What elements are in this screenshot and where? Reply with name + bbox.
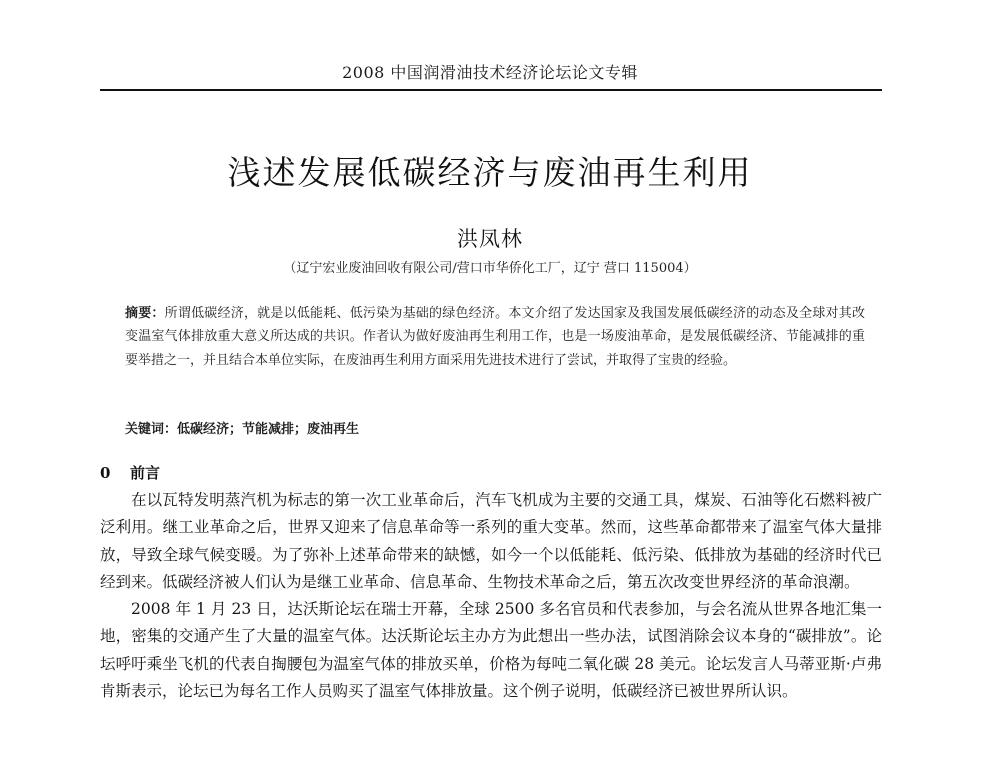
body-paragraph: 2008 年 1 月 23 日，达沃斯论坛在瑞士开幕，全球 2500 多名官员和代表参加，与会名流从世界各地汇集一地，密集的交通产生了大量的温室气体。达沃斯论坛主办方为此想出一些办法，试图消除会议本身的“碳排放”。论坛呼吁乘坐飞机的代表自掏腰包为温室气体的排放买单，价格为每吨二氧化碳 28 美元。论坛发言人马蒂亚斯·卢弗肯斯表示，论坛已为每名工作人员购买了温室气体排放量。这个例子说明，低碳经济已被世界所认识。	[100, 600, 882, 701]
keywords	[125, 418, 865, 437]
paper-title: 浅述发展低碳经济与废油再生利用	[227, 153, 753, 192]
keywords-text: 低碳经济；节能减排；废油再生	[177, 422, 360, 437]
body-paragraph: 在以瓦特发明蒸汽机为标志的第一次工业革命后，汽车飞机成为主要的交通工具，煤炭、石油等化石燃料被广泛利用。继工业革命之后，世界又迎来了信息革命等一系列的重大变革。然而，这些革命都带来了温室气体大量排放，导致全球气候变暖。为了弥补上述革命带来的缺憾，如今一个以低能耗、低污染、低排放为基础的经济时代已经到来。低碳经济被人们认为是继工业革命、信息革命、生物技术革命之后，第五次改变世界经济的革命浪潮。	[100, 491, 882, 591]
author-affiliation: （辽宁宏业废油回收有限公司/营口市华侨化工厂，辽宁 营口 115004）	[283, 261, 697, 276]
author-name: 洪凤林	[457, 227, 523, 251]
section-number: 0	[100, 464, 111, 482]
abstract-label: 摘要：	[125, 306, 165, 321]
running-header: 2008 中国润滑油技术经济论坛论文专辑	[342, 63, 638, 82]
header-rule	[100, 89, 882, 91]
section-body	[100, 487, 882, 705]
keywords-label: 关键词：	[125, 422, 178, 437]
section-title: 前言	[130, 464, 161, 482]
abstract	[125, 302, 865, 372]
abstract-text: 所谓低碳经济，就是以低能耗、低污染为基础的绿色经济。本文介绍了发达国家及我国发展低碳经济的动态及全球对其改变温室气体排放重大意义所达成的共识。作者认为做好废油再生利用工作，也是一场废油革命，是发展低碳经济、节能减排的重要举措之一，并且结合本单位实际，在废油再生利用方面采用先进技术进行了尝试，并取得了宝贵的经验。	[125, 306, 865, 368]
section-heading	[100, 462, 160, 483]
